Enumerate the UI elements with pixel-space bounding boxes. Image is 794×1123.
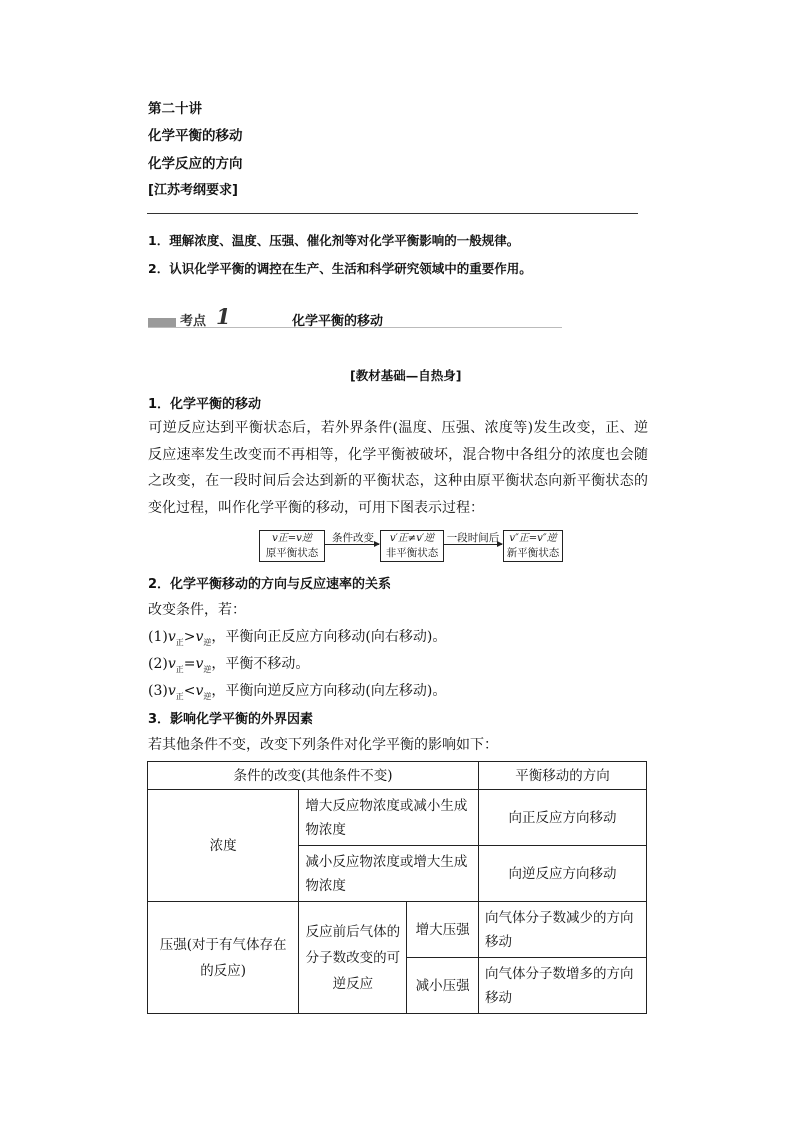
requirement-1: 1．理解浓度、温度、压强、催化剂等对化学平衡影响的一般规律。 (148, 233, 520, 248)
v-symbol: v (167, 629, 176, 645)
v-subscript: 逆 (203, 664, 212, 674)
table-row (148, 790, 647, 846)
v-symbol: v (195, 683, 204, 699)
item-text: ，平衡向正反应方向移动(向右移动)。 (211, 629, 447, 645)
item-text: ，平衡不移动。 (211, 656, 310, 672)
requirement-2: 2．认识化学平衡的调控在生产、生活和科学研究领域中的重要作用。 (148, 261, 532, 276)
item-number: (3) (148, 683, 168, 699)
v-symbol: v (167, 656, 176, 672)
kaodian-number: 1 (216, 304, 231, 329)
flow-arrow-2 (444, 544, 502, 545)
section-3-intro: 若其他条件不变，改变下列条件对化学平衡的影响如下： (148, 737, 498, 753)
kaodian-label: 考点 (180, 314, 207, 329)
flow-box-original (259, 530, 325, 562)
kaodian-bar (148, 318, 176, 327)
header-divider (147, 213, 638, 214)
v-subscript: 正 (175, 691, 184, 701)
section-1-text: 可逆反应达到平衡状态后，若外界条件(温度、压强、浓度等)发生改变，正、逆反应速率发生改变而不再相等，化学平衡被破坏，混合物中各组分的浓度也会随之改变，在一段时间后会达到新的平衡状态，这种由原平衡状态向新平衡状态的变化过程，叫作化学平衡的移动，可用下图表示过程： (148, 420, 648, 516)
syllabus-label: [江苏考纲要求] (148, 183, 238, 198)
table-cell-direction: 向逆反应方向移动 (479, 846, 647, 902)
v-subscript: 正 (175, 637, 184, 647)
section-2-intro: 改变条件，若： (148, 602, 246, 618)
section-1-heading: 1．化学平衡的移动 (148, 397, 262, 412)
factors-table (147, 761, 647, 1014)
table-cell-change: 减小反应物浓度或增大生成物浓度 (299, 846, 479, 902)
table-cell-concentration: 浓度 (148, 790, 299, 902)
flow-label-time: 一段时间后 (446, 532, 500, 544)
flow-eq-new: v″正=v″逆 (509, 533, 557, 544)
table-row (148, 902, 647, 958)
title-equilibrium-shift: 化学平衡的移动 (148, 128, 243, 144)
flow-name-nonequilibrium: 非平衡状态 (385, 547, 439, 559)
operator: < (183, 683, 196, 699)
condition-item-3 (148, 680, 446, 702)
flow-box-nonequilibrium (380, 530, 444, 562)
flow-arrow-1 (325, 544, 379, 545)
section-3-heading: 3．影响化学平衡的外界因素 (148, 712, 314, 727)
subheading: [教材基础—自热身] (350, 368, 462, 383)
v-symbol: v (195, 656, 204, 672)
table-row (148, 762, 647, 790)
section-1-paragraph (148, 415, 648, 521)
table-head-direction: 平衡移动的方向 (479, 762, 647, 790)
v-symbol: v (167, 683, 176, 699)
table-cell-pressure: 压强(对于有气体存在的反应) (148, 902, 299, 1014)
flow-label-condition: 条件改变 (332, 532, 374, 544)
condition-item-2 (148, 653, 309, 675)
flow-name-original: 原平衡状态 (265, 547, 319, 559)
v-symbol: v (195, 629, 204, 645)
flow-box-new (503, 530, 563, 562)
v-subscript: 逆 (203, 637, 212, 647)
kaodian-title: 化学平衡的移动 (292, 314, 384, 329)
operator: = (183, 656, 196, 672)
condition-item-1 (148, 626, 446, 648)
table-cell-change: 增大压强 (407, 902, 479, 958)
item-text: ，平衡向逆反应方向移动(向左移动)。 (211, 683, 447, 699)
section-2-heading: 2．化学平衡移动的方向与反应速率的关系 (148, 577, 392, 592)
v-subscript: 正 (175, 664, 184, 674)
item-number: (2) (148, 656, 168, 672)
flow-eq-nonequilibrium: v′正≠v′逆 (389, 533, 435, 544)
table-cell-change: 增大反应物浓度或减小生成物浓度 (299, 790, 479, 846)
table-head-condition: 条件的改变(其他条件不变) (148, 762, 479, 790)
operator: > (183, 629, 196, 645)
table-cell-change: 减小压强 (407, 958, 479, 1014)
flow-name-new: 新平衡状态 (506, 547, 560, 559)
flow-eq-original: v正=v逆 (272, 533, 312, 544)
v-subscript: 逆 (203, 691, 212, 701)
table-cell-direction: 向气体分子数减少的方向移动 (479, 902, 647, 958)
table-cell-pressure-sub: 反应前后气体的分子数改变的可逆反应 (299, 902, 407, 1014)
table-cell-direction: 向气体分子数增多的方向移动 (479, 958, 647, 1014)
title-reaction-direction: 化学反应的方向 (148, 156, 243, 172)
item-number: (1) (148, 629, 168, 645)
lecture-number: 第二十讲 (148, 101, 202, 117)
table-cell-direction: 向正反应方向移动 (479, 790, 647, 846)
